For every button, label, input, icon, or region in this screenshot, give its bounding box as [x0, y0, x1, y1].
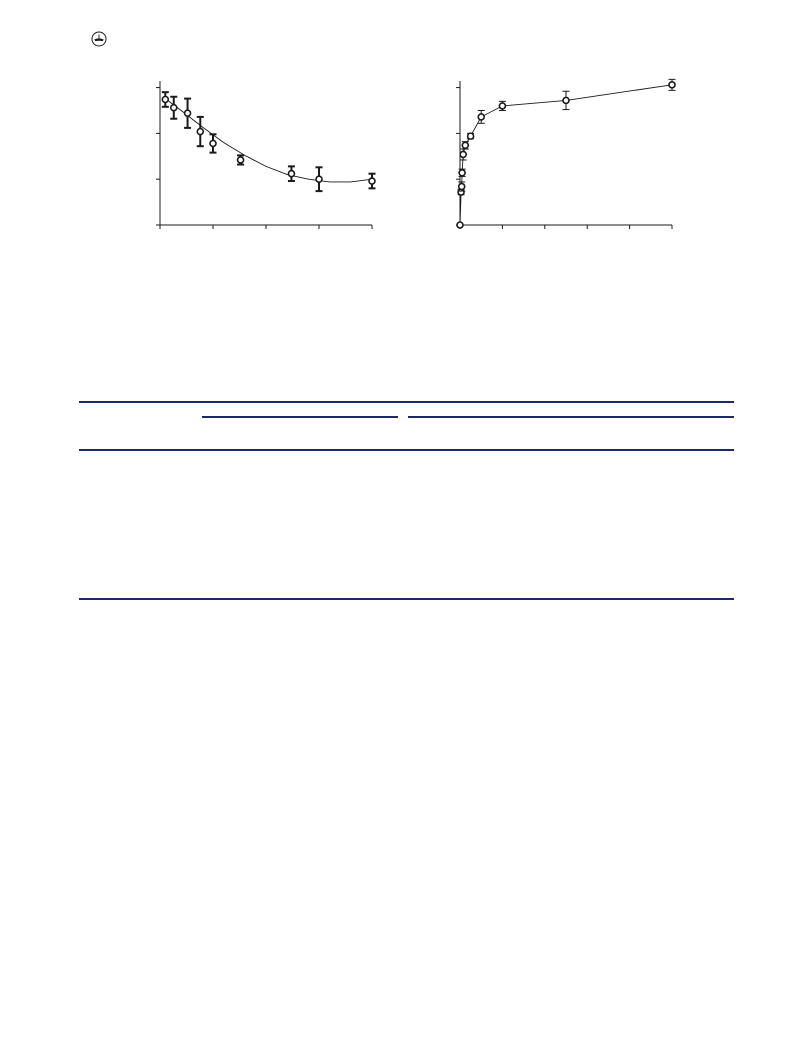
data-point [185, 110, 191, 116]
table-top-rule [79, 401, 734, 403]
data-point [162, 96, 168, 102]
data-point [563, 97, 569, 103]
publisher-globe-icon [91, 31, 107, 47]
data-point [478, 114, 484, 120]
table-group-rule-right [408, 416, 734, 418]
fit-curve [165, 99, 372, 182]
data-point [238, 157, 244, 163]
data-point [369, 178, 375, 184]
chart-left [145, 75, 385, 237]
table-group-rule-left [202, 416, 398, 418]
data-point [457, 222, 463, 228]
data-point [210, 140, 216, 146]
data-point [499, 103, 505, 109]
data-point [171, 105, 177, 111]
data-point [460, 151, 466, 157]
data-point [669, 82, 675, 88]
table-bottom-rule [79, 598, 734, 600]
table-header-rule [79, 449, 734, 451]
data-point [462, 142, 468, 148]
chart-right [445, 75, 685, 237]
data-point [316, 176, 322, 182]
data-point [459, 184, 465, 190]
data-point [197, 129, 203, 135]
data-point [468, 133, 474, 139]
data-point [459, 170, 465, 176]
data-point [288, 171, 294, 177]
